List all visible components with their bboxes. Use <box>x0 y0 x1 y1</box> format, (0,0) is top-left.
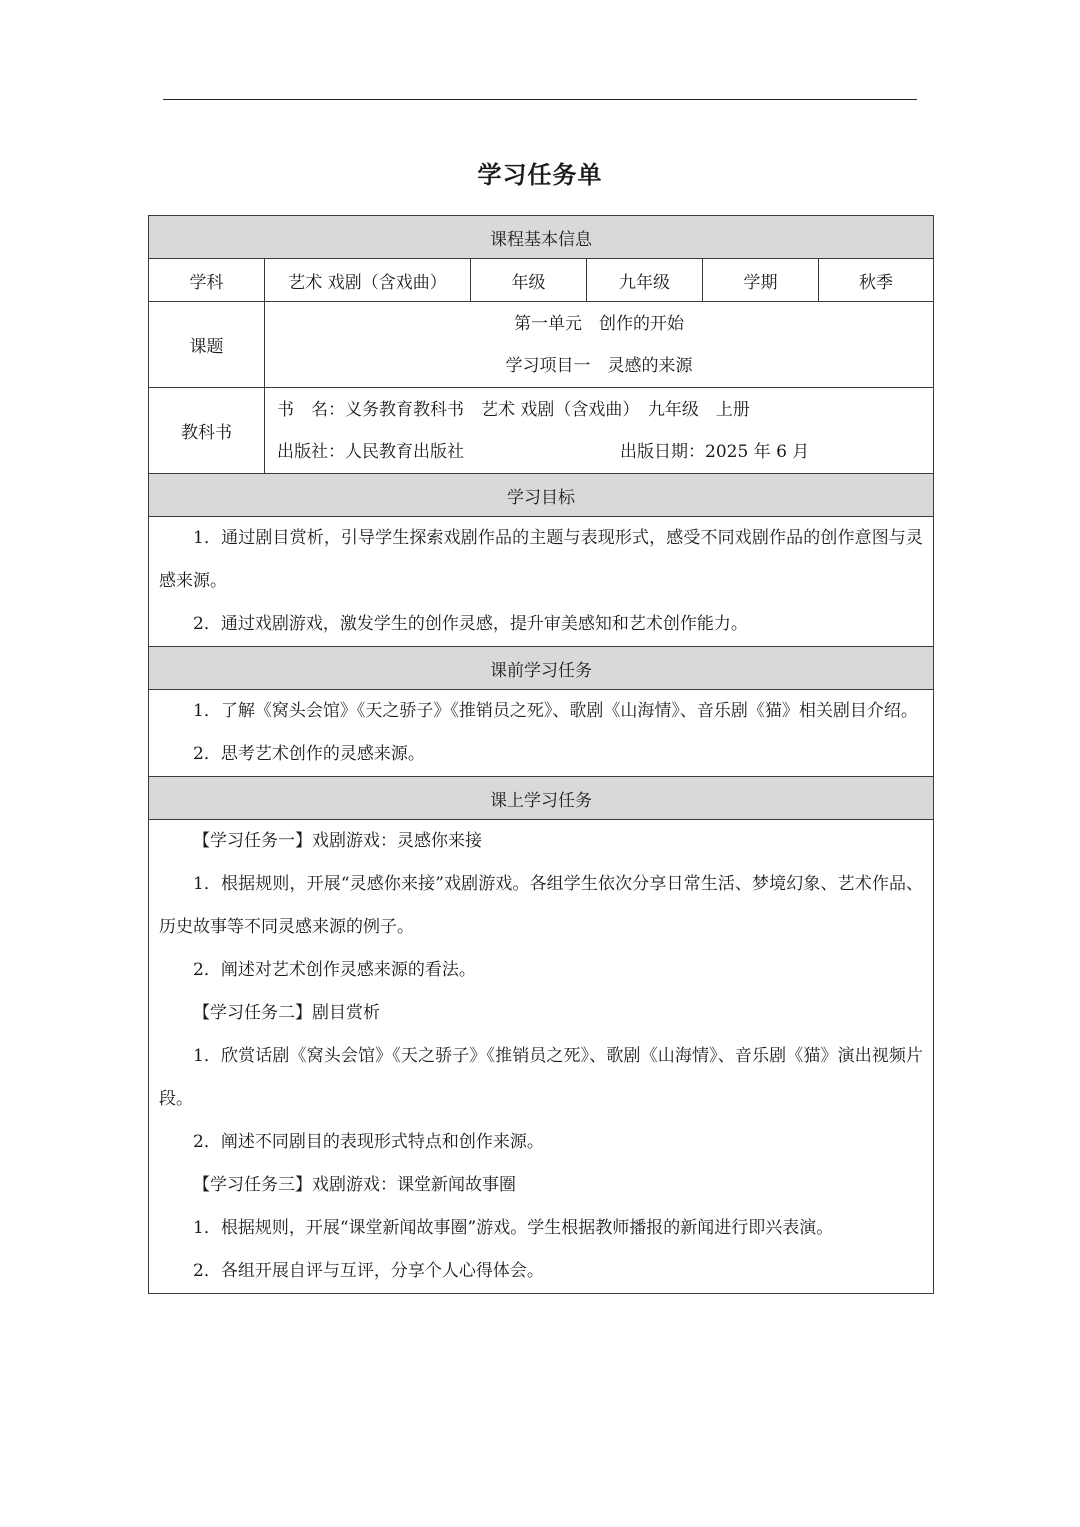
pre-task-item: 2．思考艺术创作的灵感来源。 <box>193 744 425 764</box>
subject-label: 学科 <box>149 259 265 302</box>
subject-value: 艺术 戏剧（含戏曲） <box>265 259 471 302</box>
header-rule <box>163 99 917 100</box>
section-header-basic-info: 课程基本信息 <box>149 216 934 259</box>
publish-date: 出版日期：2025 年 6 月 <box>620 441 810 462</box>
task-heading: 【学习任务三】戏剧游戏：课堂新闻故事圈 <box>193 1175 516 1195</box>
section-header-in-class-tasks: 课上学习任务 <box>149 777 934 820</box>
task-heading: 【学习任务一】戏剧游戏：灵感你来接 <box>193 831 482 851</box>
goal-item: 1．通过剧目赏析，引导学生探索戏剧作品的主题与表现形式，感受不同戏剧作品的创作意图与灵感来源。 <box>159 528 924 591</box>
textbook-line-1: 书 名：义务教育教科书 艺术 戏剧（含戏曲） 九年级 上册 <box>277 399 750 420</box>
page-title: 学习任务单 <box>477 161 603 189</box>
task-item: 2．阐述不同剧目的表现形式特点和创作来源。 <box>193 1132 544 1152</box>
textbook-value <box>265 388 934 474</box>
goal-item: 2．通过戏剧游戏，激发学生的创作灵感，提升审美感知和艺术创作能力。 <box>193 614 748 634</box>
task-item: 1．根据规则，开展“课堂新闻故事圈”游戏。学生根据教师播报的新闻进行即兴表演。 <box>193 1218 834 1238</box>
publisher: 出版社：人民教育出版社 <box>277 441 464 462</box>
task-heading: 【学习任务二】剧目赏析 <box>193 1003 380 1023</box>
topic-line-2: 学习项目一 灵感的来源 <box>505 355 693 376</box>
task-item: 2．各组开展自评与互评，分享个人心得体会。 <box>193 1261 544 1281</box>
in-class-tasks-content <box>149 820 934 1294</box>
term-label: 学期 <box>703 259 819 302</box>
goals-content <box>149 517 934 647</box>
topic-value <box>265 302 934 388</box>
task-sheet-table <box>148 215 934 1294</box>
grade-value: 九年级 <box>587 259 703 302</box>
grade-label: 年级 <box>471 259 587 302</box>
term-value: 秋季 <box>819 259 934 302</box>
section-header-goals: 学习目标 <box>149 474 934 517</box>
pre-task-item: 1．了解《窝头会馆》《天之骄子》《推销员之死》、歌剧《山海情》、音乐剧《猫》相关剧目介绍。 <box>193 701 918 721</box>
section-header-pre-tasks: 课前学习任务 <box>149 647 934 690</box>
task-item: 1．根据规则，开展“灵感你来接”戏剧游戏。各组学生依次分享日常生活、梦境幻象、艺术作品、历史故事等不同灵感来源的例子。 <box>159 874 924 937</box>
pre-tasks-content <box>149 690 934 777</box>
topic-line-1: 第一单元 创作的开始 <box>514 313 685 334</box>
topic-label: 课题 <box>149 302 265 388</box>
task-item: 1．欣赏话剧《窝头会馆》《天之骄子》《推销员之死》、歌剧《山海情》、音乐剧《猫》演出视频片段。 <box>159 1046 924 1109</box>
textbook-label: 教科书 <box>149 388 265 474</box>
task-item: 2．阐述对艺术创作灵感来源的看法。 <box>193 960 476 980</box>
